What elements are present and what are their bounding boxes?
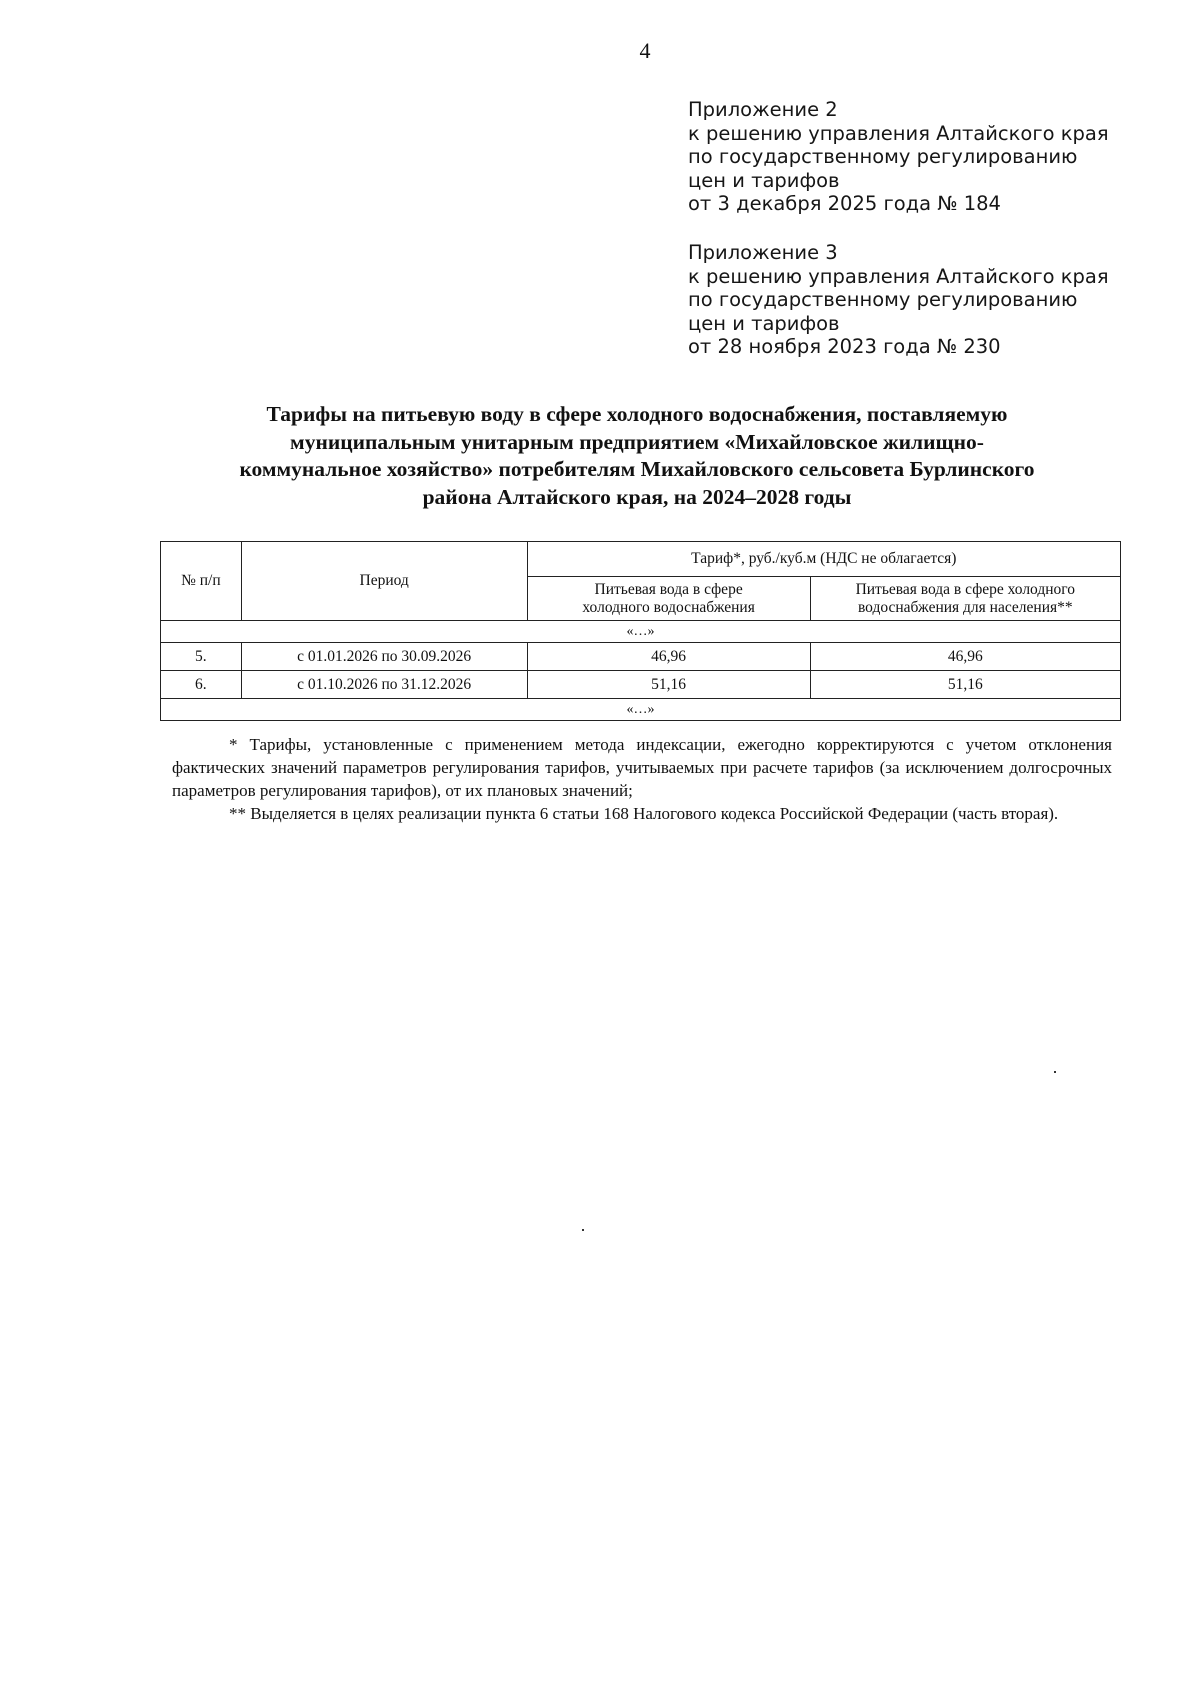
annex-3-header — [688, 241, 1109, 359]
separator-cell: «…» — [161, 699, 1121, 721]
annex-line: по государственному регулированию — [688, 145, 1078, 168]
row-num: 6. — [161, 671, 242, 699]
header-line: Питьевая вода в сфере холодного — [855, 580, 1076, 598]
scan-speck — [1054, 1071, 1056, 1073]
row-tariff-population: 51,16 — [810, 671, 1120, 699]
row-tariff: 51,16 — [527, 671, 810, 699]
title-line: района Алтайского края, на 2024–2028 годы — [422, 484, 852, 509]
annex-line: Приложение 2 — [688, 98, 838, 121]
row-num: 5. — [161, 643, 242, 671]
annex-line: к решению управления Алтайского края — [688, 264, 1109, 288]
annex-line: к решению управления Алтайского края — [688, 121, 1109, 145]
header-period: Период — [241, 542, 527, 621]
header-tariff-col2 — [810, 577, 1120, 621]
header-num: № п/п — [161, 542, 242, 621]
annex-line: Приложение 3 — [688, 241, 838, 264]
table-separator-row — [161, 699, 1121, 721]
footnotes — [172, 733, 1112, 825]
row-tariff-population: 46,96 — [810, 643, 1120, 671]
footnote: * Тарифы, установленные с применением метода индексации, ежегодно корректируются с учетом отклонения фактических значений параметров регулирования тарифов, учитываемых при расчете тарифов (за исключением долгосрочных параметров регулирования тарифов), от их плановых значений; — [172, 735, 1112, 800]
page-number: 4 — [639, 38, 651, 63]
table-row — [161, 643, 1121, 671]
scan-speck — [582, 1229, 584, 1231]
header-line: холодного водоснабжения — [582, 598, 755, 616]
title-line: коммунальное хозяйство» потребителям Михайловского сельсовета Бурлинского — [239, 457, 1035, 481]
document-title — [160, 401, 1114, 511]
title-line: муниципальным унитарным предприятием «Михайловское жилищно- — [290, 429, 984, 454]
annex-line: от 3 декабря 2025 года № 184 — [688, 192, 1001, 215]
row-period: с 01.10.2026 по 31.12.2026 — [241, 671, 527, 699]
header-tariff: Тариф*, руб./куб.м (НДС не облагается) — [527, 542, 1120, 577]
header-line: Питьевая вода в сфере — [594, 580, 743, 598]
table-row — [161, 671, 1121, 699]
row-period: с 01.01.2026 по 30.09.2026 — [241, 643, 527, 671]
annex-2-header — [688, 98, 1109, 216]
annex-line: от 28 ноября 2023 года № 230 — [688, 335, 1001, 358]
title-line: Тарифы на питьевую воду в сфере холодного водоснабжения, поставляемую — [266, 402, 1008, 426]
footnote: ** Выделяется в целях реализации пункта 6 статьи 168 Налогового кодекса Российской Федерации (часть вторая). — [229, 804, 1059, 823]
annex-line: по государственному регулированию — [688, 288, 1078, 311]
annex-line: цен и тарифов — [688, 168, 840, 192]
table-header-row — [161, 542, 1121, 577]
tariff-table — [160, 541, 1121, 721]
table-separator-row — [161, 621, 1121, 643]
header-tariff-col1 — [527, 577, 810, 621]
row-tariff: 46,96 — [527, 643, 810, 671]
separator-cell: «…» — [161, 621, 1121, 643]
header-line: водоснабжения для населения** — [857, 598, 1073, 616]
annex-line: цен и тарифов — [688, 311, 840, 335]
